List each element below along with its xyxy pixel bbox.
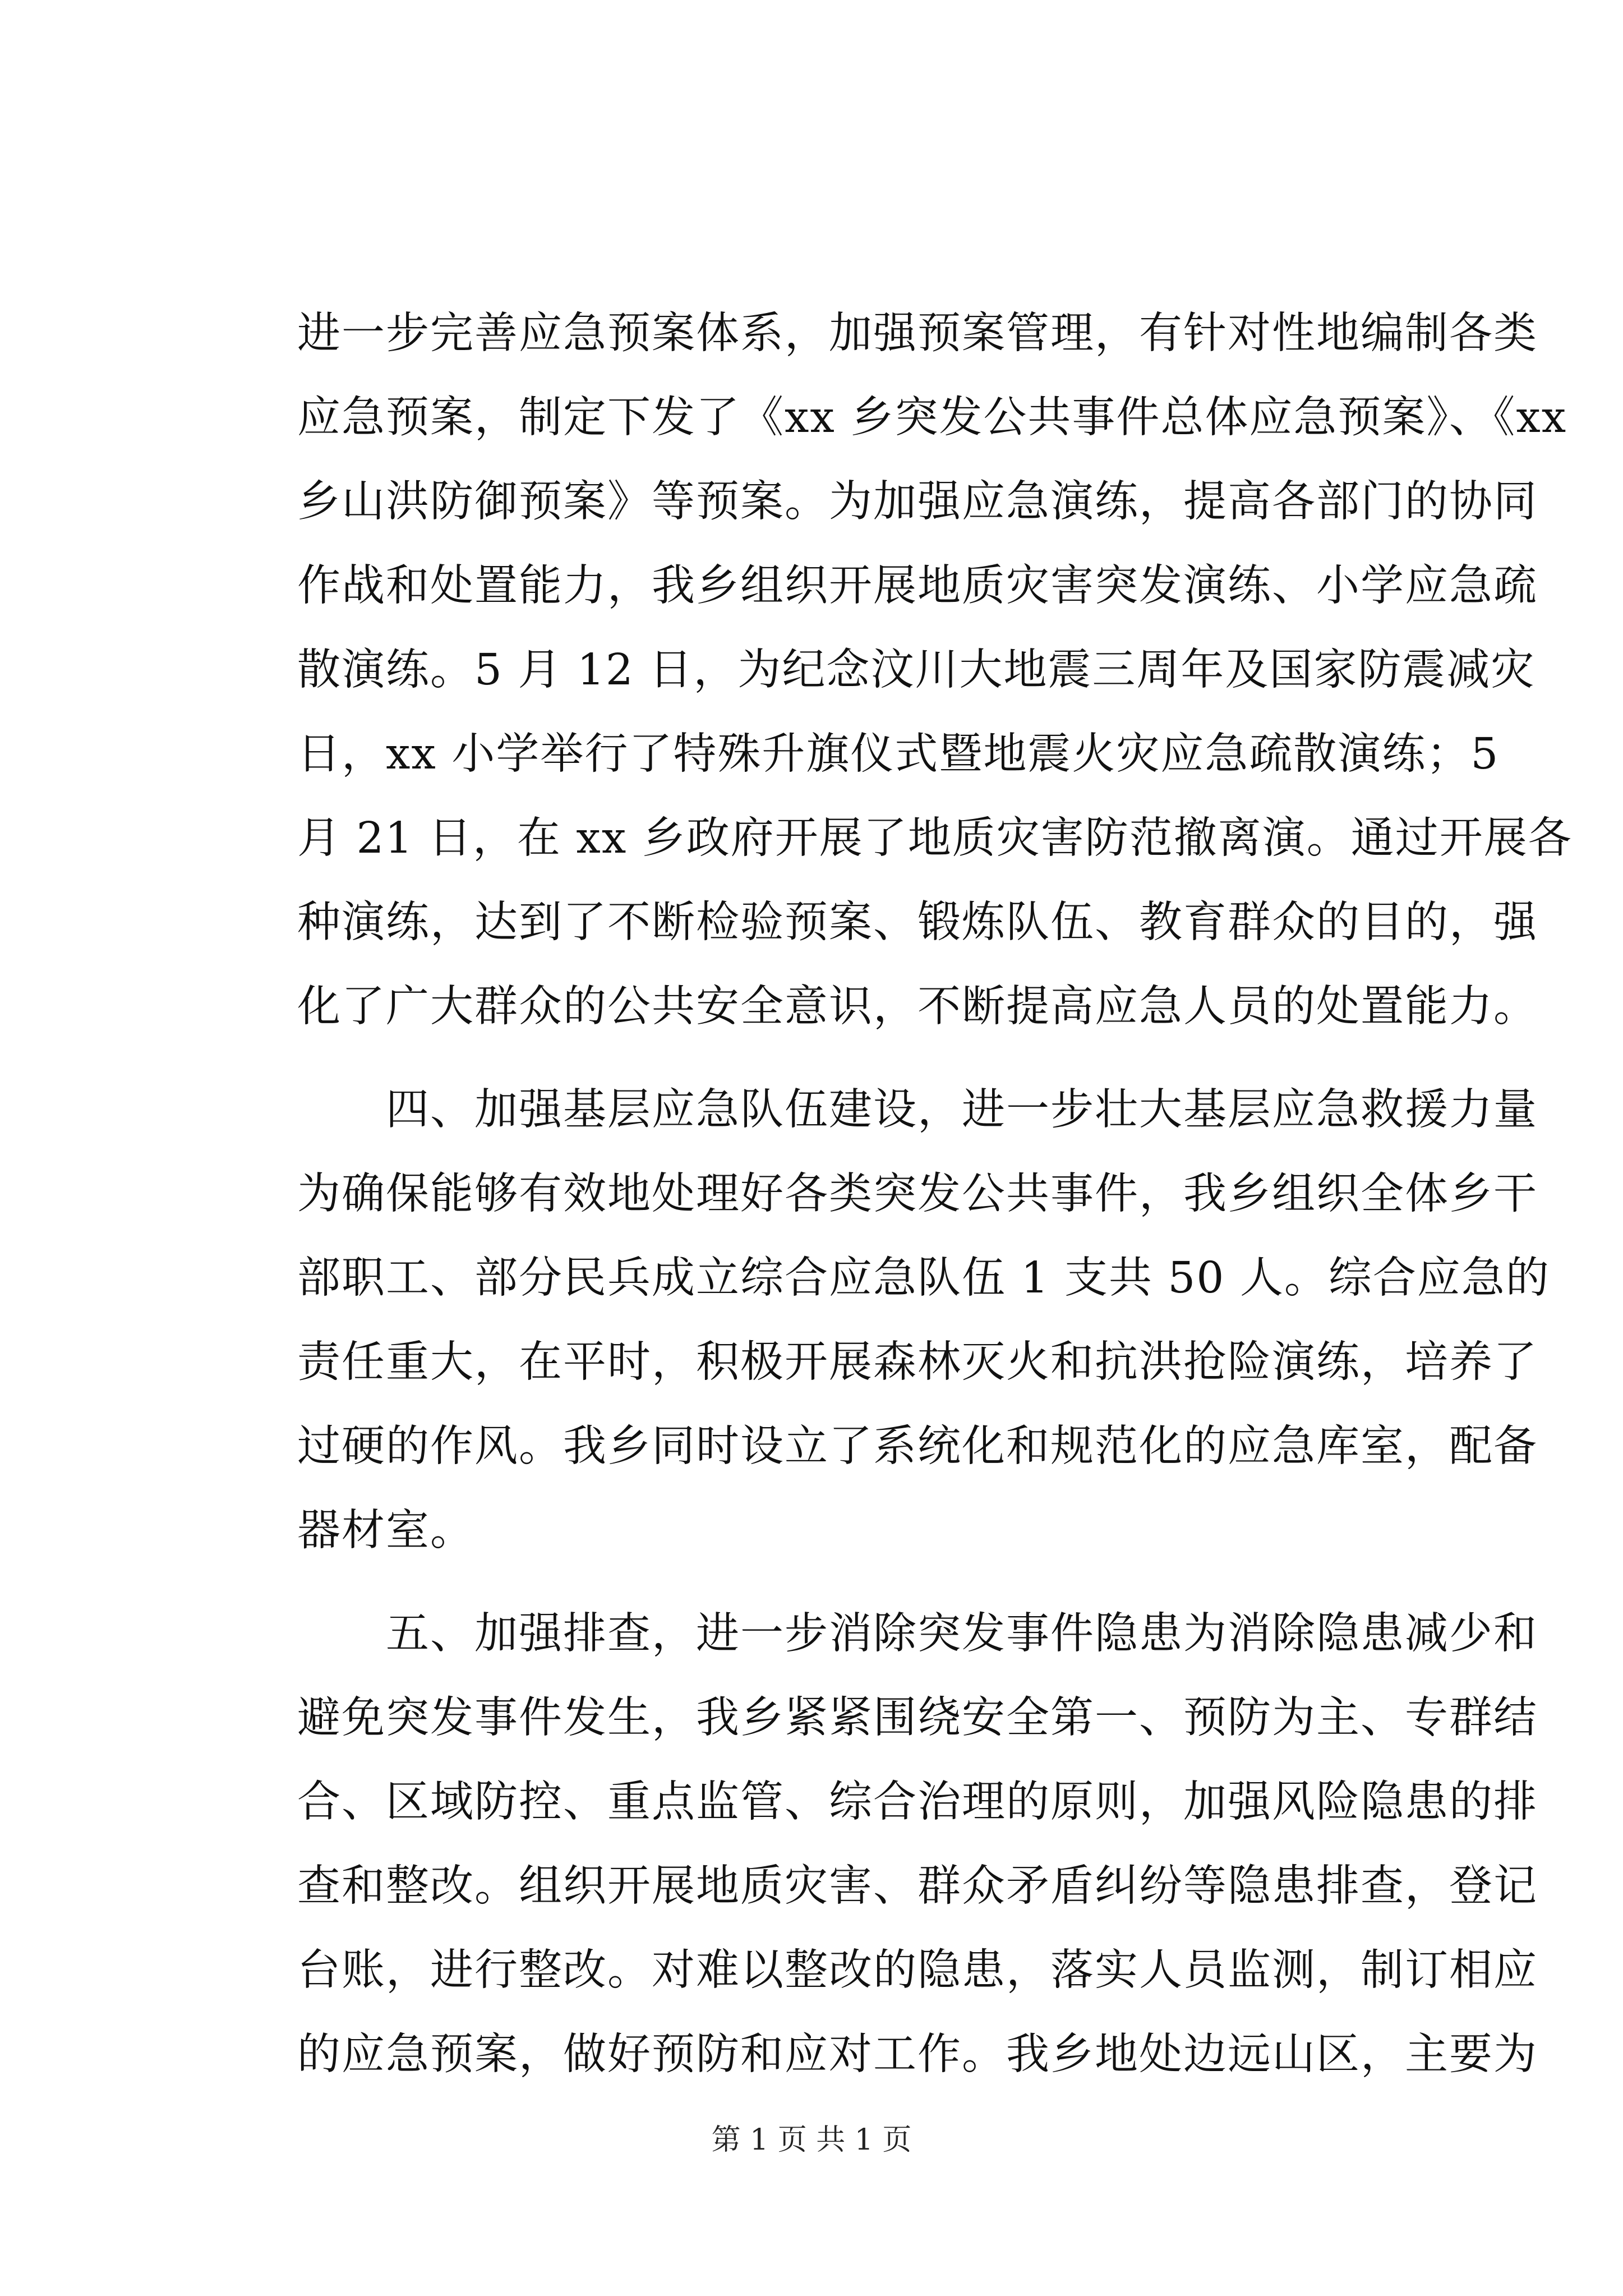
section-heading-line: 五、加强排查，进一步消除突发事件隐患为消除隐患减少和 [297,1609,1538,1659]
text-line: 应急预案，制定下发了《xx 乡突发公共事件总体应急预案》、《xx [297,393,1567,443]
text-line: 过硬的作风。我乡同时设立了系统化和规范化的应急库室，配备 [297,1421,1538,1471]
text-line: 月 21 日，在 xx 乡政府开展了地质灾害防范撤离演。通过开展各 [297,813,1573,863]
paragraph-spacer [297,1573,1424,1592]
section-heading-line: 四、加强基层应急队伍建设，进一步壮大基层应急救援力量 [297,1085,1538,1135]
text-line: 器材室。 [297,1506,474,1556]
text-line: 台账，进行整改。对难以整改的隐患，落实人员监测，制订相应 [297,1945,1538,1995]
paragraph-section-five [297,1592,1538,2097]
text-line: 化了广大群众的公共安全意识，不断提高应急人员的处置能力。 [297,982,1538,1032]
text-line: 部职工、部分民兵成立综合应急队伍 1 支共 50 人。综合应急的 [297,1253,1550,1303]
text-line: 合、区域防控、重点监管、综合治理的原则，加强风险隐患的排 [297,1777,1538,1827]
paragraph-section-four [297,1068,1550,1573]
text-line: 责任重大，在平时，积极开展森林灭火和抗洪抢险演练，培养了 [297,1337,1538,1387]
text-line: 进一步完善应急预案体系，加强预案管理，有针对性地编制各类 [297,309,1538,358]
text-line: 种演练，达到了不断检验预案、锻炼队伍、教育群众的目的，强 [297,898,1538,947]
paragraph-spacer [297,1049,1424,1068]
paragraph-drills [297,292,1573,1049]
text-line: 为确保能够有效地处理好各类突发公共事件，我乡组织全体乡干 [297,1169,1538,1219]
text-line: 作战和处置能力，我乡组织开展地质灾害突发演练、小学应急疏 [297,561,1538,611]
page-number-label: 第 1 页 共 1 页 [711,2123,912,2157]
page-footer [0,2120,1623,2160]
document-body [297,292,1573,2097]
text-line: 日，xx 小学举行了特殊升旗仪式暨地震火灾应急疏散演练；5 [297,729,1500,779]
text-line: 查和整改。组织开展地质灾害、群众矛盾纠纷等隐患排查，登记 [297,1861,1538,1911]
text-line: 的应急预案，做好预防和应对工作。我乡地处边远山区，主要为 [297,2030,1538,2079]
text-line: 散演练。5 月 12 日，为纪念汶川大地震三周年及国家防震减灾 [297,645,1536,695]
text-line: 避免突发事件发生，我乡紧紧围绕安全第一、预防为主、专群结 [297,1693,1538,1743]
text-line: 乡山洪防御预案》等预案。为加强应急演练，提高各部门的协同 [297,477,1538,527]
